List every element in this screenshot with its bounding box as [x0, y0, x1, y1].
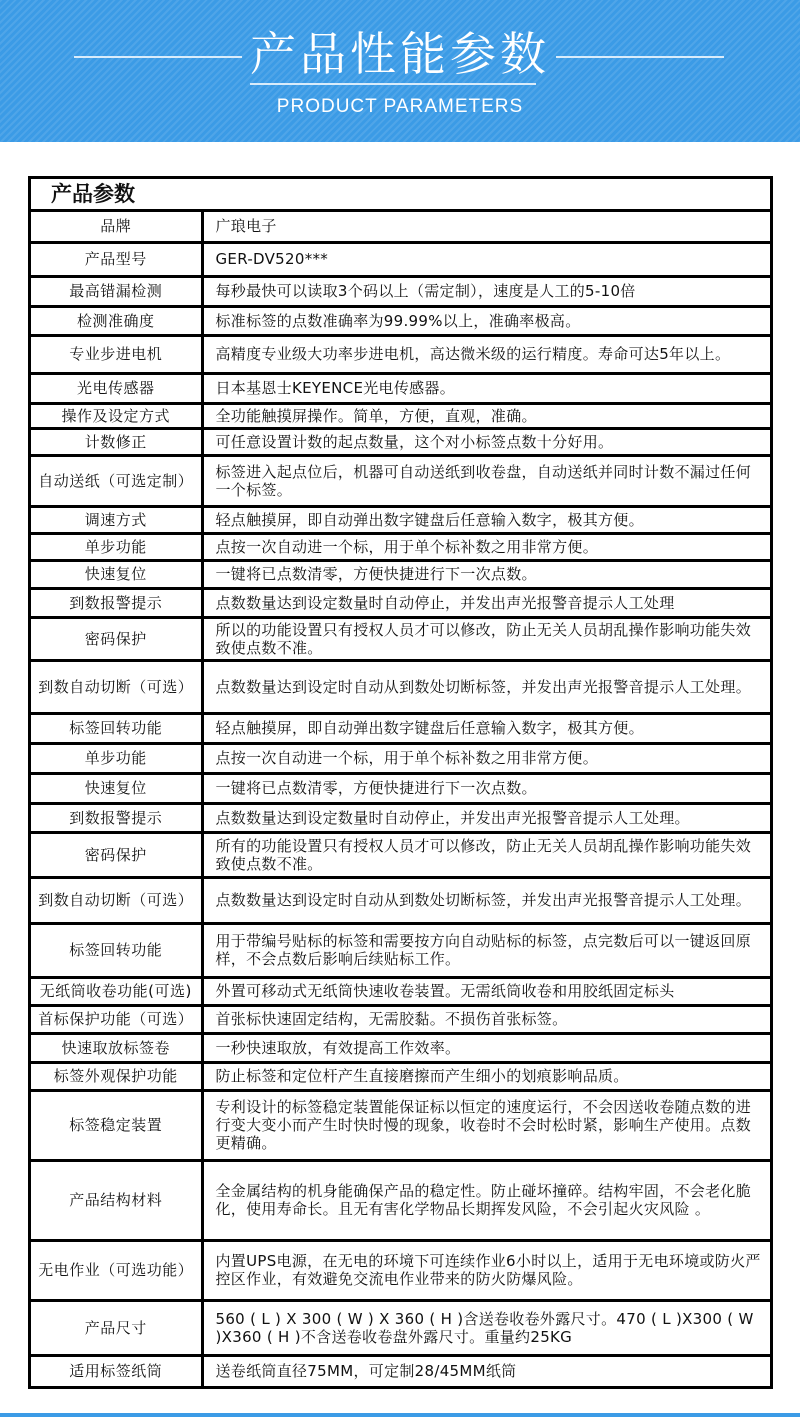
table-row	[31, 1240, 770, 1300]
table-row	[31, 877, 770, 923]
param-name: 专业步进电机	[31, 335, 202, 373]
table-row	[31, 832, 770, 877]
param-value: 点数数量达到设定时自动从到数处切断标签，并发出声光报警音提示人工处理。	[202, 877, 770, 923]
param-name: 快速复位	[31, 773, 202, 803]
header-banner	[0, 0, 800, 142]
param-name: 适用标签纸筒	[31, 1355, 202, 1386]
param-name: 到数自动切断（可选）	[31, 660, 202, 713]
param-value: 轻点触摸屏，即自动弹出数字键盘后任意输入数字，极其方便。	[202, 713, 770, 743]
param-name: 密码保护	[31, 617, 202, 660]
param-name: 无电作业（可选功能）	[31, 1240, 202, 1300]
param-name: 检测准确度	[31, 306, 202, 335]
param-value: 广琅电子	[215, 217, 277, 236]
param-value: 一键将已点数清零，方便快捷进行下一次点数。	[202, 560, 770, 588]
param-name: 计数修正	[31, 428, 202, 455]
param-name: 标签回转功能	[31, 713, 202, 743]
param-value: 一键将已点数清零，方便快捷进行下一次点数。	[202, 773, 770, 803]
param-name: 单步功能	[31, 743, 202, 773]
parameters-grid	[31, 212, 770, 1386]
table-row	[31, 660, 770, 713]
param-name: 快速复位	[31, 560, 202, 588]
param-value: 用于带编号贴标的标签和需要按方向自动贴标的标签，点完数后可以一键返回原样，不会点数后影响后续贴标工作。	[202, 923, 770, 977]
table-row	[31, 923, 770, 977]
param-value: 全功能触摸屏操作。简单，方便，直观，准确。	[202, 403, 770, 428]
param-value: 日本基恩士KEYENCE光电传感器。	[202, 373, 770, 403]
param-name: 标签稳定装置	[31, 1090, 202, 1160]
param-value: 外置可移动式无纸筒快速收卷装置。无需纸筒收卷和用胶纸固定标头	[202, 977, 770, 1005]
table-row	[31, 1062, 770, 1090]
param-value: 所以的功能设置只有授权人员才可以修改，防止无关人员胡乱操作影响功能失效致使点数不准。	[202, 617, 770, 660]
param-name: 首标保护功能（可选）	[31, 1005, 202, 1033]
param-value: 专利设计的标签稳定装置能保证标以恒定的速度运行，不会因送收卷随点数的进行变大变小而产生时快时慢的现象，收卷时不会时松时紧，影响生产使用。点数更精确。	[202, 1090, 770, 1160]
param-name: 产品尺寸	[31, 1300, 202, 1355]
decorative-line-right	[556, 56, 724, 58]
table-row	[31, 803, 770, 832]
table-row	[31, 306, 770, 335]
param-name: 到数自动切断（可选）	[31, 877, 202, 923]
table-row	[31, 1005, 770, 1033]
table-row	[31, 428, 770, 455]
param-name: 快速取放标签卷	[31, 1033, 202, 1062]
table-row	[31, 977, 770, 1005]
table-row	[31, 713, 770, 743]
param-name: 最高错漏检测	[31, 276, 202, 306]
param-value: 标签进入起点位后，机器可自动送纸到收卷盘，自动送纸并同时计数不漏过任何一个标签。	[202, 455, 770, 506]
param-value: 标准标签的点数准确率为99.99%以上，准确率极高。	[202, 306, 770, 335]
table-row	[31, 1033, 770, 1062]
param-name: 标签回转功能	[31, 923, 202, 977]
param-name: 无纸筒收卷功能(可选)	[31, 977, 202, 1005]
table-row	[31, 403, 770, 428]
param-value: 可任意设置计数的起点数量，这个对小标签点数十分好用。	[202, 428, 770, 455]
param-name: 密码保护	[31, 832, 202, 877]
param-value: 送卷纸筒直径75MM，可定制28/45MM纸筒	[202, 1355, 770, 1386]
page-subtitle: PRODUCT PARAMETERS	[276, 96, 524, 117]
table-row	[31, 506, 770, 533]
param-value: GER-DV520***	[202, 242, 770, 276]
table-row	[31, 1300, 770, 1355]
table-row	[31, 242, 770, 276]
table-row	[31, 560, 770, 588]
param-value: 全金属结构的机身能确保产品的稳定性。防止碰坏撞碎。结构牢固，不会老化脆化，使用寿命长。且无有害化学物品长期挥发风险，不会引起火灾风险 。	[202, 1160, 770, 1240]
param-name: 品牌	[31, 212, 202, 242]
title-underline	[250, 83, 536, 85]
param-name: 操作及设定方式	[31, 403, 202, 428]
table-row	[31, 588, 770, 617]
table-row	[31, 743, 770, 773]
table-row	[31, 455, 770, 506]
param-name: 自动送纸（可选定制）	[31, 455, 202, 506]
table-row	[31, 1355, 770, 1386]
param-value: 一秒快速取放，有效提高工作效率。	[202, 1033, 770, 1062]
table-row	[31, 1160, 770, 1240]
param-name: 光电传感器	[31, 373, 202, 403]
param-value: 内置UPS电源，在无电的环境下可连续作业6小时以上，适用于无电环境或防火严控区作业，有效避免交流电作业带来的防火防爆风险。	[202, 1240, 770, 1300]
table-row	[31, 533, 770, 560]
table-row	[31, 212, 770, 242]
param-value: 所有的功能设置只有授权人员才可以修改，防止无关人员胡乱操作影响功能失效致使点数不准。	[202, 832, 770, 877]
param-name: 产品型号	[31, 242, 202, 276]
table-row	[31, 617, 770, 660]
table-row	[31, 276, 770, 306]
param-value: 高精度专业级大功率步进电机，高达微米级的运行精度。寿命可达5年以上。	[202, 335, 770, 373]
table-row	[31, 773, 770, 803]
param-value: 轻点触摸屏，即自动弹出数字键盘后任意输入数字，极其方便。	[202, 506, 770, 533]
param-value: 560 ( L ) X 300 ( W ) X 360 ( H )含送卷收卷外露尺寸。470 ( L )X300 ( W )X360 ( H )不含送卷收卷盘外露尺寸。重量约25KG	[202, 1300, 770, 1355]
param-value: 每秒最快可以读取3个码以上（需定制），速度是人工的5-10倍	[202, 276, 770, 306]
param-name: 到数报警提示	[31, 588, 202, 617]
param-name: 到数报警提示	[31, 803, 202, 832]
parameters-table	[28, 176, 773, 1389]
param-name: 标签外观保护功能	[31, 1062, 202, 1090]
param-name: 单步功能	[31, 533, 202, 560]
param-name: 产品结构材料	[31, 1160, 202, 1240]
table-row	[31, 373, 770, 403]
param-name: 调速方式	[31, 506, 202, 533]
param-value: 点按一次自动进一个标，用于单个标补数之用非常方便。	[202, 533, 770, 560]
param-value: 点数数量达到设定数量时自动停止，并发出声光报警音提示人工处理。	[202, 803, 770, 832]
param-value: 点数数量达到设定时自动从到数处切断标签，并发出声光报警音提示人工处理。	[202, 660, 770, 713]
table-row	[31, 335, 770, 373]
param-value: 防止标签和定位杆产生直接磨擦而产生细小的划痕影响品质。	[202, 1062, 770, 1090]
table-heading: 产品参数	[31, 179, 770, 212]
param-value: 点按一次自动进一个标，用于单个标补数之用非常方便。	[202, 743, 770, 773]
param-value: 点数数量达到设定数量时自动停止，并发出声光报警音提示人工处理	[202, 588, 770, 617]
page-title: 产品性能参数	[250, 27, 550, 81]
table-row	[31, 1090, 770, 1160]
param-value: 首张标快速固定结构，无需胶黏。不损伤首张标签。	[202, 1005, 770, 1033]
footer-strip	[0, 1413, 800, 1417]
